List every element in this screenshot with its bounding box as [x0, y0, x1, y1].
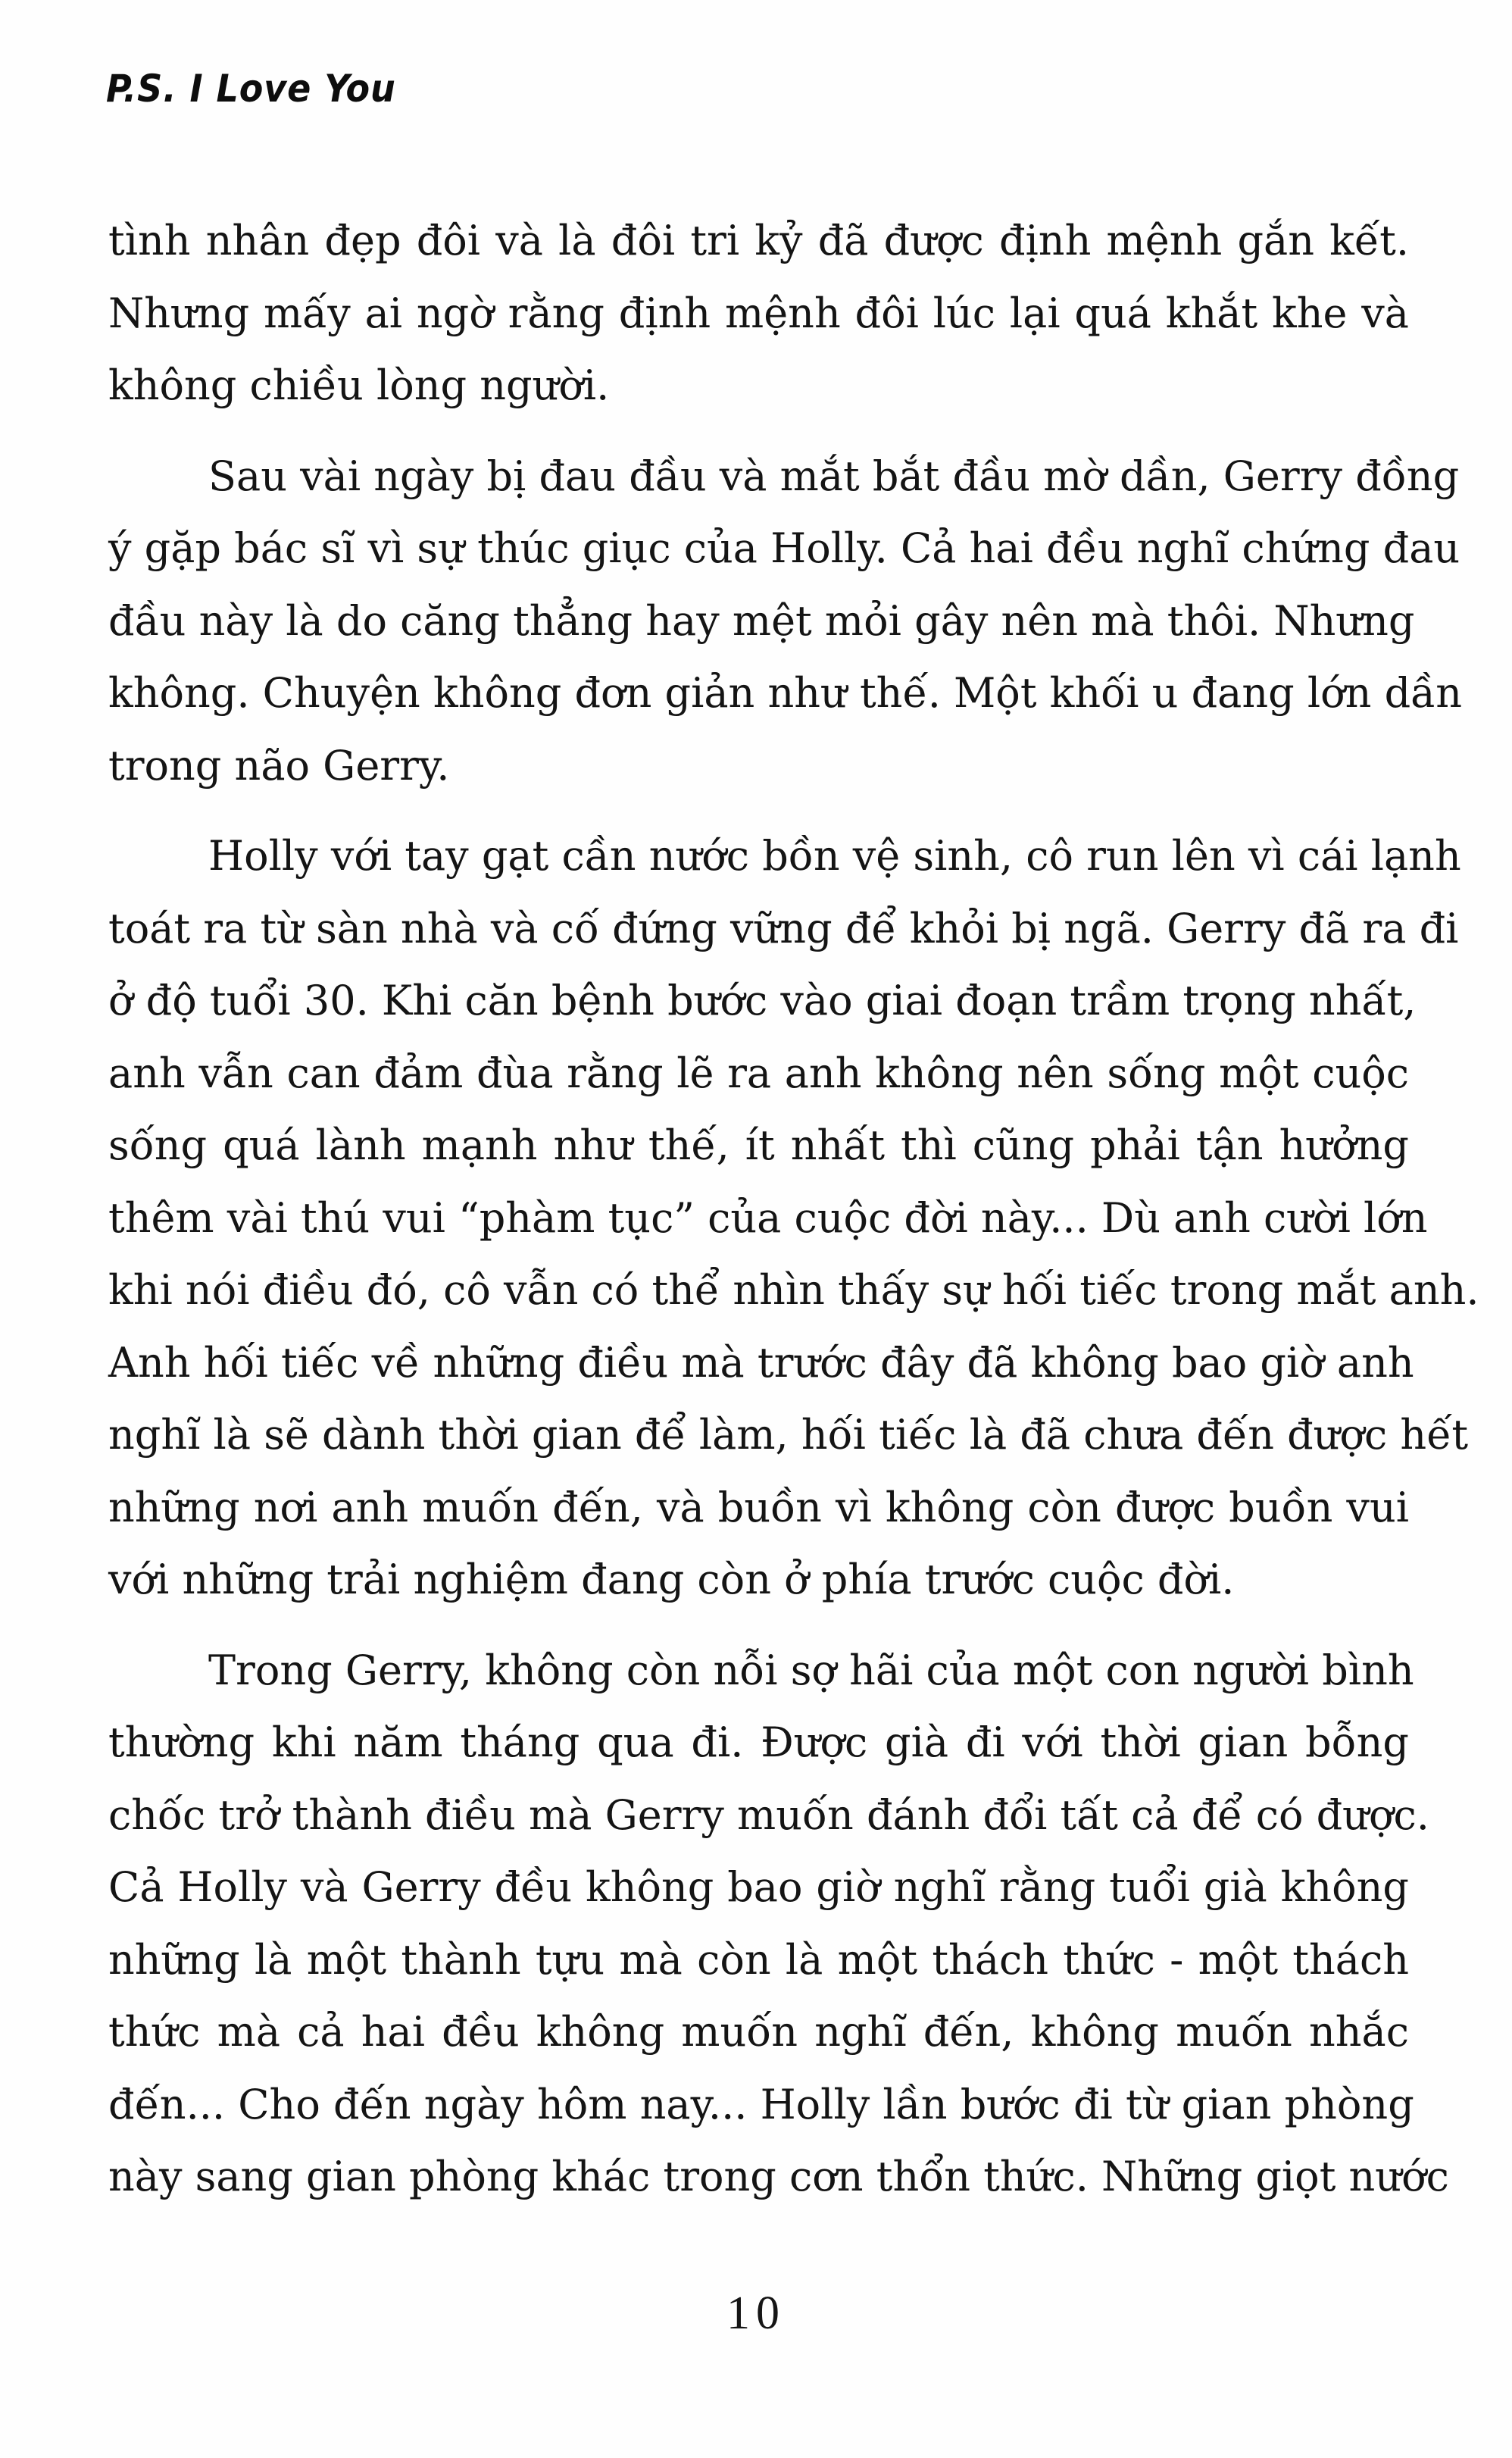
text-line: khi nói điều đó, cô vẫn có thể nhìn thấy sự hối tiếc trong mắt anh.	[108, 1266, 1479, 1314]
text-line: không. Chuyện không đơn giản như thế. Một khối u đang lớn dần	[108, 669, 1463, 717]
paragraph	[108, 440, 1463, 802]
body-text	[108, 205, 1479, 2231]
text-line: trong não Gerry.	[108, 741, 450, 790]
text-line: Cả Holly và Gerry đều không bao giờ nghĩ rằng tuổi già không	[108, 1863, 1409, 1911]
text-line: anh vẫn can đảm đùa rằng lẽ ra anh không nên sống một cuộc	[108, 1049, 1409, 1097]
text-line: với những trải nghiệm đang còn ở phía trước cuộc đời.	[108, 1556, 1235, 1603]
text-line: đầu này là do căng thẳng hay mệt mỏi gây nên mà thôi. Nhưng	[108, 596, 1415, 645]
paragraph	[108, 820, 1479, 1616]
text-line: không chiều lòng người.	[108, 361, 610, 409]
text-line: thức mà cả hai đều không muốn nghĩ đến, không muốn nhắc	[108, 2008, 1409, 2056]
text-line: toát ra từ sàn nhà và cố đứng vững để khỏi bị ngã. Gerry đã ra đi	[108, 904, 1459, 952]
paragraph	[108, 1634, 1449, 2213]
text-line: thêm vài thú vui “phàm tục” của cuộc đời này... Dù anh cười lớn	[108, 1193, 1428, 1242]
text-line: Trong Gerry, không còn nỗi sợ hãi của một con người bình	[208, 1646, 1414, 1694]
text-line: Holly với tay gạt cần nước bồn vệ sinh, cô run lên vì cái lạnh	[208, 832, 1461, 880]
text-line: chốc trở thành điều mà Gerry muốn đánh đổi tất cả để có được.	[108, 1790, 1429, 1839]
text-line: này sang gian phòng khác trong cơn thổn thức. Những giọt nước	[108, 2153, 1449, 2200]
text-line: nghĩ là sẽ dành thời gian để làm, hối tiếc là đã chưa đến được hết	[108, 1411, 1469, 1459]
page-number: 10	[726, 2288, 786, 2339]
text-line: tình nhân đẹp đôi và là đôi tri kỷ đã được định mệnh gắn kết.	[108, 217, 1409, 264]
running-header-title: P.S. I Love You	[106, 67, 396, 111]
text-line: Nhưng mấy ai ngờ rằng định mệnh đôi lúc lại quá khắt khe và	[108, 289, 1409, 337]
text-line: Sau vài ngày bị đau đầu và mắt bắt đầu mờ dần, Gerry đồng	[208, 452, 1460, 500]
text-line: ở độ tuổi 30. Khi căn bệnh bước vào giai đoạn trầm trọng nhất,	[108, 977, 1417, 1024]
text-line: thường khi năm tháng qua đi. Được già đi với thời gian bỗng	[108, 1718, 1409, 1766]
paragraph	[108, 205, 1409, 422]
text-line: ý gặp bác sĩ vì sự thúc giục của Holly. Cả hai đều nghĩ chứng đau	[108, 524, 1460, 572]
text-line: những nơi anh muốn đến, và buồn vì không còn được buồn vui	[108, 1483, 1409, 1531]
text-line: Anh hối tiếc về những điều mà trước đây đã không bao giờ anh	[108, 1338, 1414, 1387]
text-line: sống quá lành mạnh như thế, ít nhất thì cũng phải tận hưởng	[108, 1121, 1409, 1169]
text-line: đến... Cho đến ngày hôm nay... Holly lần bước đi từ gian phòng	[108, 2080, 1414, 2128]
text-line: những là một thành tựu mà còn là một thách thức - một thách	[108, 1935, 1409, 1984]
